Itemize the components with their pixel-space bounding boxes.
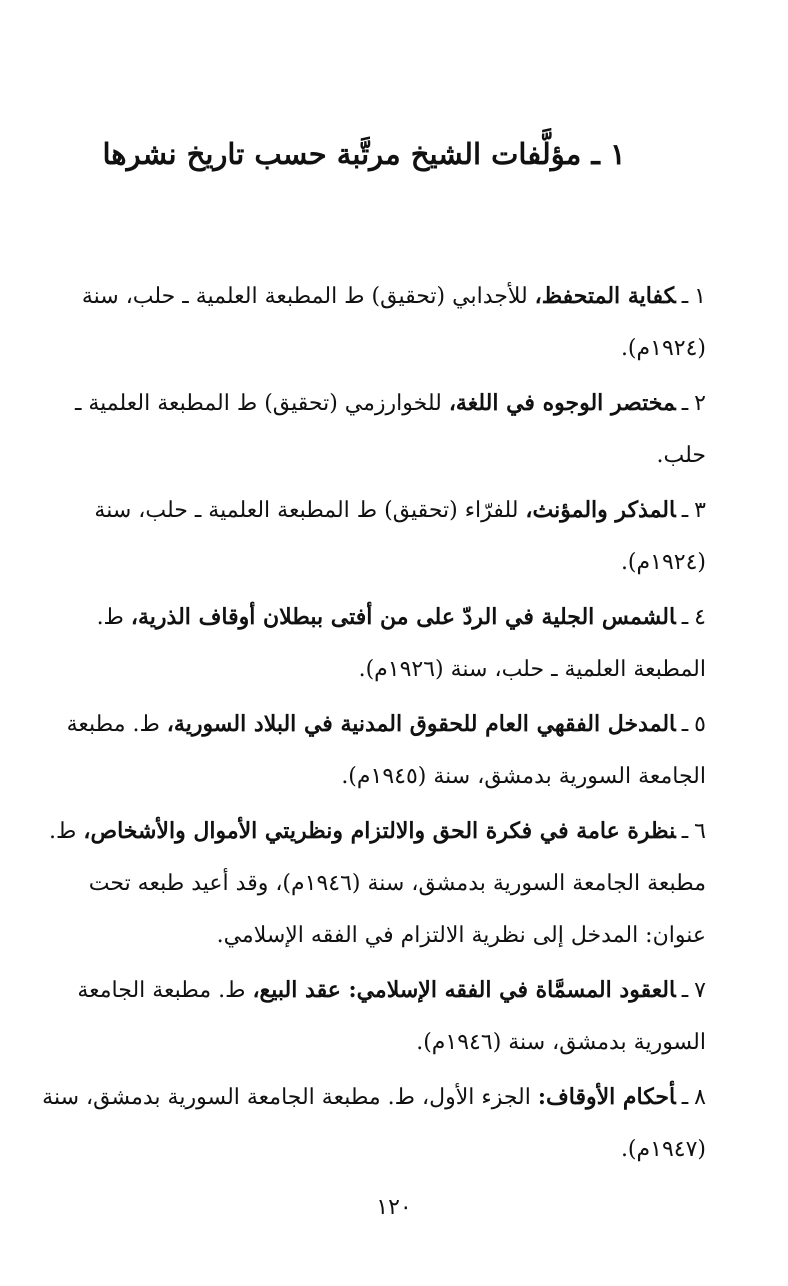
bibliography-entry bbox=[42, 377, 706, 482]
entry-separator: ـ bbox=[681, 712, 689, 737]
entry-separator: ـ bbox=[681, 978, 689, 1003]
entry-separator: ـ bbox=[681, 284, 689, 309]
entry-number: ٢ bbox=[694, 391, 706, 416]
entry-number: ٨ bbox=[694, 1085, 706, 1110]
entry-separator: ـ bbox=[681, 391, 689, 416]
entry-number: ٦ bbox=[694, 819, 706, 844]
entry-number: ٣ bbox=[694, 498, 706, 523]
entry-separator: ـ bbox=[681, 819, 689, 844]
entry-separator: ـ bbox=[681, 498, 689, 523]
entry-title: المذكر والمؤنث، bbox=[525, 497, 676, 523]
entry-details: ط. المطبعة العلمية ـ حلب، سنة (١٩٢٦م). bbox=[96, 605, 706, 682]
entry-details: الجزء الأول، ط. مطبعة الجامعة السورية بدمشق، سنة (١٩٤٧م). bbox=[42, 1085, 706, 1162]
entry-title: نظرة عامة في فكرة الحق والالتزام ونظريتي الأموال والأشخاص، bbox=[83, 818, 676, 844]
entry-separator: ـ bbox=[681, 605, 689, 630]
entry-separator: ـ bbox=[681, 1085, 689, 1110]
entry-title: المدخل الفقهي العام للحقوق المدنية في البلاد السورية، bbox=[166, 711, 676, 737]
bibliography-entry bbox=[42, 698, 706, 803]
entry-details: ط. مطبعة الجامعة السورية بدمشق، سنة (١٩٤٦م). bbox=[77, 978, 706, 1055]
bibliography-entry bbox=[42, 805, 706, 962]
entry-details: ط. مطبعة الجامعة السورية بدمشق، سنة (١٩٤٥م). bbox=[66, 712, 706, 789]
entry-number: ٥ bbox=[694, 712, 706, 737]
entry-number: ٤ bbox=[694, 605, 706, 630]
entry-title: العقود المسمَّاة في الفقه الإسلامي: عقد البيع، bbox=[252, 977, 676, 1003]
entry-title: الشمس الجلية في الردّ على من أفتى ببطلان أوقاف الذرية، bbox=[130, 604, 676, 630]
section-heading: ١ ـ مؤلَّفات الشيخ مرتَّبة حسب تاريخ نشرها bbox=[102, 137, 626, 171]
entry-title: كفاية المتحفظ، bbox=[534, 283, 676, 309]
bibliography-entry bbox=[42, 591, 706, 696]
entry-details: ط. مطبعة الجامعة السورية بدمشق، سنة (١٩٤٦م)، وقد أعيد طبعه تحت عنوان: المدخل إلى نظرية الالتزام في الفقه الإسلامي. bbox=[49, 819, 706, 948]
entry-title: أحكام الأوقاف: bbox=[537, 1084, 676, 1110]
page-number: ١٢٠ bbox=[376, 1195, 412, 1220]
bibliography-entry bbox=[42, 1071, 706, 1176]
entry-details: للفرّاء (تحقيق) ط المطبعة العلمية ـ حلب، سنة (١٩٢٤م). bbox=[94, 498, 706, 575]
bibliography-entry bbox=[42, 964, 706, 1069]
entry-number: ٧ bbox=[694, 978, 706, 1003]
bibliography-list bbox=[42, 270, 706, 1176]
entry-number: ١ bbox=[694, 284, 706, 309]
bibliography-entry bbox=[42, 270, 706, 375]
entry-details: للأجدابي (تحقيق) ط المطبعة العلمية ـ حلب، سنة (١٩٢٤م). bbox=[81, 284, 706, 361]
bibliography-entry bbox=[42, 484, 706, 589]
entry-details: للخوارزمي (تحقيق) ط المطبعة العلمية ـ حلب. bbox=[74, 391, 706, 468]
entry-title: مختصر الوجوه في اللغة، bbox=[448, 390, 676, 416]
